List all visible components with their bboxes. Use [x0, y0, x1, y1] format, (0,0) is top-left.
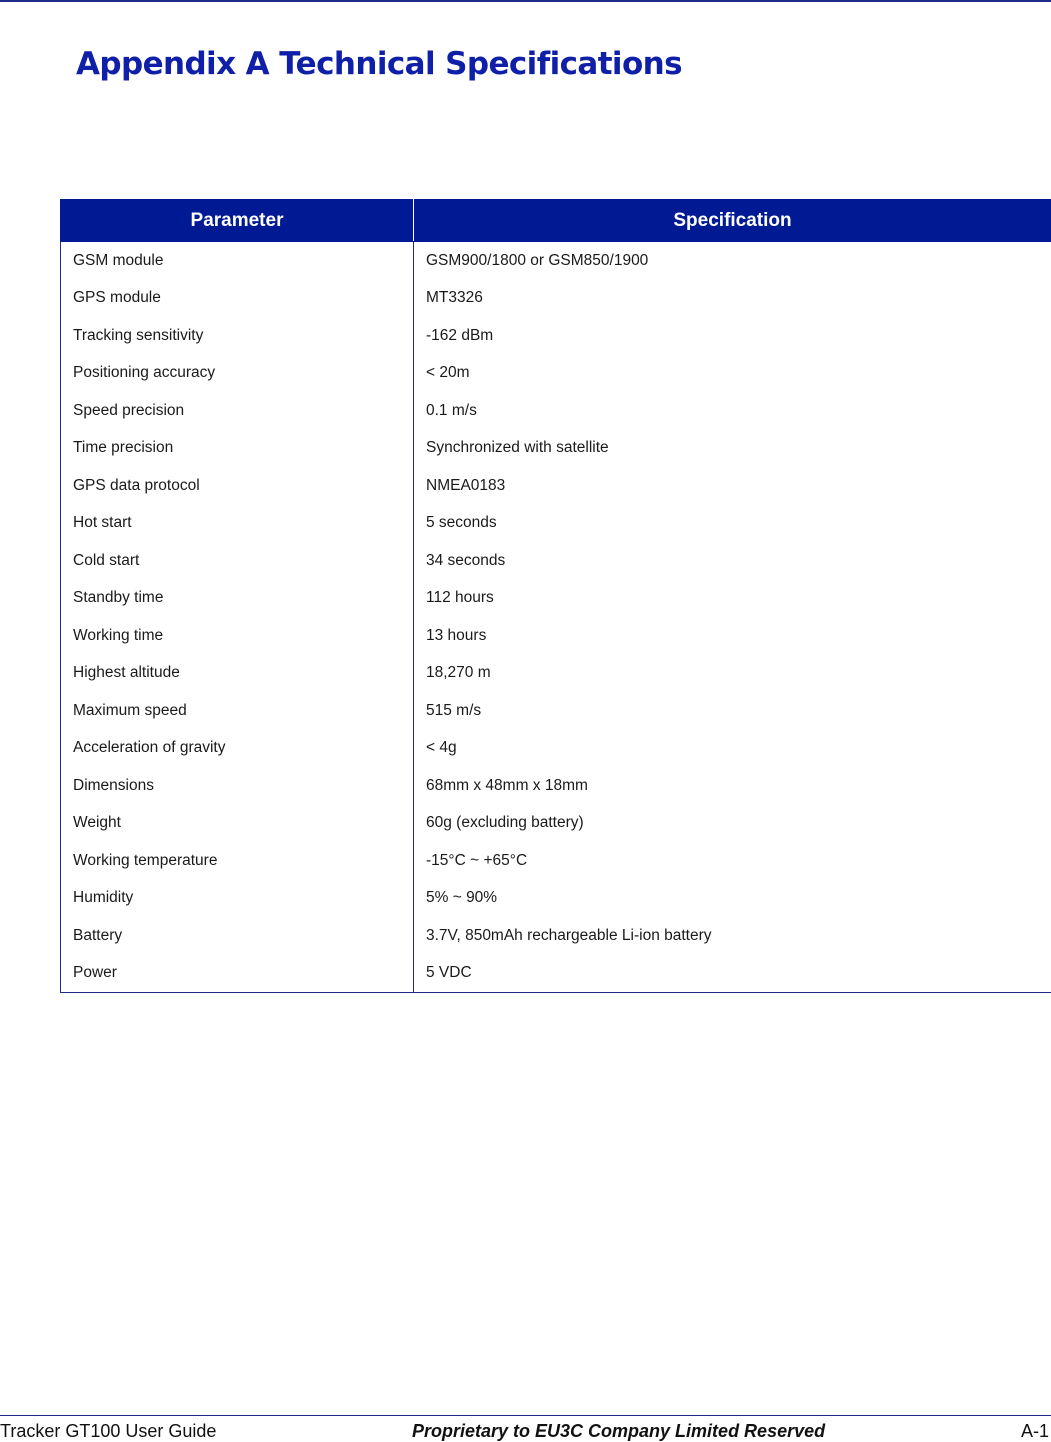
- footer-page-number: A-1: [1021, 1421, 1049, 1442]
- table-header-row: [61, 200, 1051, 242]
- page-title: Appendix A Technical Specifications: [76, 46, 682, 82]
- table-row: [61, 955, 1051, 993]
- parameter-cell: Weight: [61, 805, 414, 843]
- table-row: [61, 880, 1051, 918]
- parameter-cell: Standby time: [61, 580, 414, 618]
- specification-cell: 34 seconds: [414, 542, 1051, 580]
- parameter-cell: Hot start: [61, 505, 414, 543]
- specification-cell: 5 VDC: [414, 955, 1051, 993]
- parameter-cell: Highest altitude: [61, 655, 414, 693]
- parameter-cell: Working time: [61, 617, 414, 655]
- specification-cell: GSM900/1800 or GSM850/1900: [414, 242, 1051, 280]
- top-divider: [0, 0, 1051, 2]
- specification-cell: < 4g: [414, 730, 1051, 768]
- specification-cell: 18,270 m: [414, 655, 1051, 693]
- table-row: [61, 317, 1051, 355]
- parameter-cell: Dimensions: [61, 767, 414, 805]
- table-row: [61, 842, 1051, 880]
- parameter-cell: Battery: [61, 917, 414, 955]
- parameter-cell: Time precision: [61, 430, 414, 468]
- table-row: [61, 805, 1051, 843]
- specification-cell: MT3326: [414, 280, 1051, 318]
- specification-cell: 0.1 m/s: [414, 392, 1051, 430]
- specification-cell: -15°C ~ +65°C: [414, 842, 1051, 880]
- table-row: [61, 505, 1051, 543]
- parameter-cell: GPS module: [61, 280, 414, 318]
- parameter-cell: Acceleration of gravity: [61, 730, 414, 768]
- table-row: [61, 730, 1051, 768]
- footer-document-title: Tracker GT100 User Guide: [0, 1421, 216, 1442]
- parameter-cell: Power: [61, 955, 414, 993]
- parameter-cell: Working temperature: [61, 842, 414, 880]
- specification-cell: -162 dBm: [414, 317, 1051, 355]
- specification-cell: 68mm x 48mm x 18mm: [414, 767, 1051, 805]
- parameter-cell: Maximum speed: [61, 692, 414, 730]
- spec-table: [60, 199, 1051, 993]
- footer-divider: [0, 1415, 1051, 1416]
- parameter-cell: Humidity: [61, 880, 414, 918]
- column-header-parameter: Parameter: [61, 200, 414, 242]
- specification-cell: Synchronized with satellite: [414, 430, 1051, 468]
- page-footer: [0, 1418, 1051, 1442]
- specification-cell: 60g (excluding battery): [414, 805, 1051, 843]
- parameter-cell: GPS data protocol: [61, 467, 414, 505]
- specification-cell: 5% ~ 90%: [414, 880, 1051, 918]
- table-row: [61, 280, 1051, 318]
- parameter-cell: Cold start: [61, 542, 414, 580]
- table-row: [61, 617, 1051, 655]
- parameter-cell: Positioning accuracy: [61, 355, 414, 393]
- table-row: [61, 355, 1051, 393]
- table-row: [61, 392, 1051, 430]
- table-row: [61, 242, 1051, 280]
- table-row: [61, 767, 1051, 805]
- specification-cell: 515 m/s: [414, 692, 1051, 730]
- table-row: [61, 542, 1051, 580]
- table-row: [61, 430, 1051, 468]
- parameter-cell: Speed precision: [61, 392, 414, 430]
- specification-cell: 5 seconds: [414, 505, 1051, 543]
- specification-cell: 3.7V, 850mAh rechargeable Li-ion battery: [414, 917, 1051, 955]
- table-row: [61, 692, 1051, 730]
- specification-cell: 13 hours: [414, 617, 1051, 655]
- table-row: [61, 580, 1051, 618]
- specification-cell: < 20m: [414, 355, 1051, 393]
- footer-proprietary-notice: Proprietary to EU3C Company Limited Reserved: [412, 1421, 825, 1442]
- parameter-cell: Tracking sensitivity: [61, 317, 414, 355]
- column-header-specification: Specification: [414, 200, 1051, 242]
- parameter-cell: GSM module: [61, 242, 414, 280]
- table-row: [61, 655, 1051, 693]
- table-row: [61, 917, 1051, 955]
- specification-cell: 112 hours: [414, 580, 1051, 618]
- table-row: [61, 467, 1051, 505]
- specification-cell: NMEA0183: [414, 467, 1051, 505]
